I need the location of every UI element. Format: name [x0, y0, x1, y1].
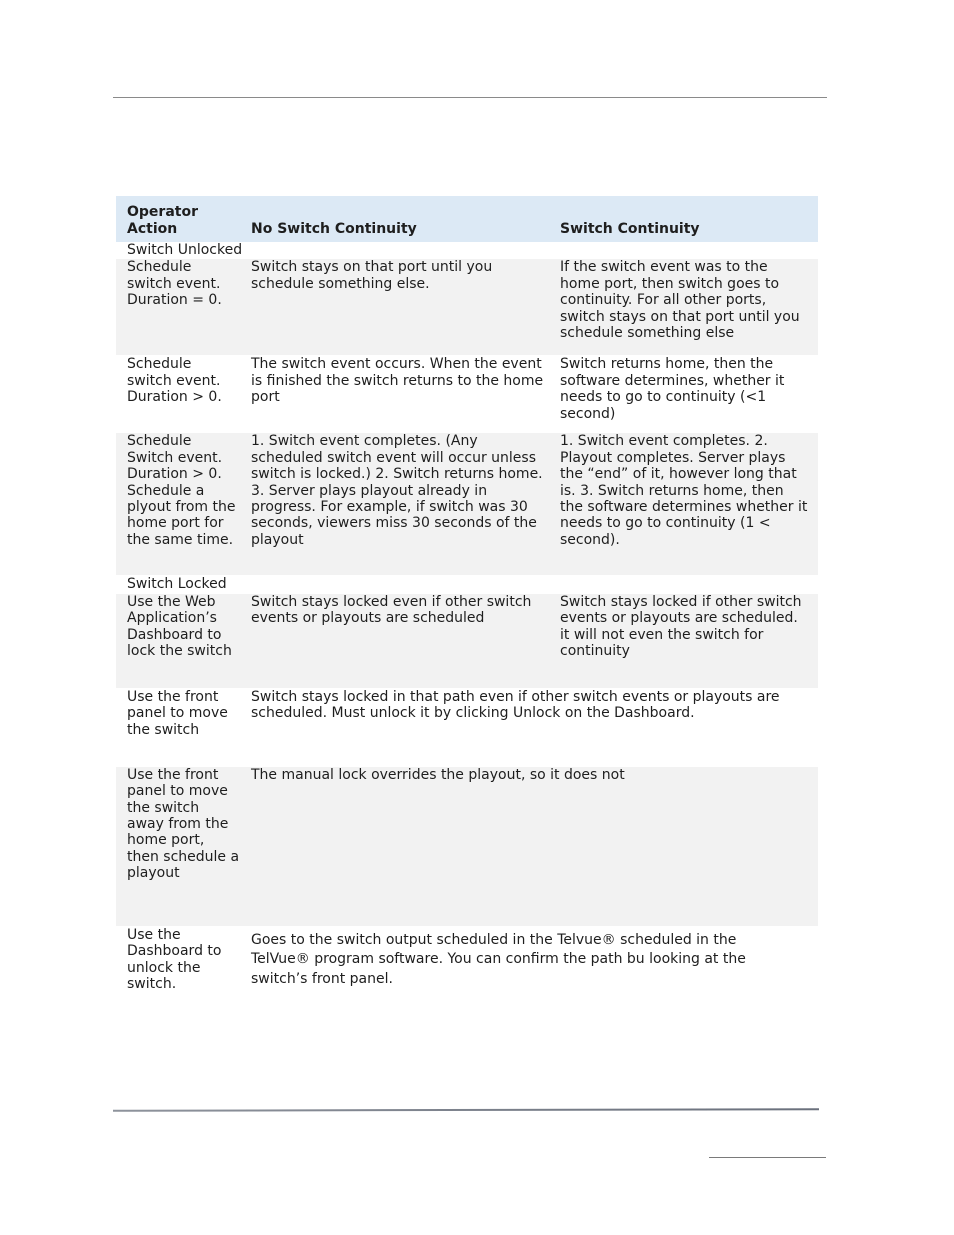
header-rule	[113, 97, 827, 98]
operator-action-cell: Schedule switch event. Duration > 0.	[127, 356, 222, 406]
merged-result-cell: Switch stays locked in that path even if other switch events or playouts are scheduled. Must unlock it by clicking Unlock on the Dashboard.	[251, 688, 780, 722]
table-row	[116, 259, 818, 356]
header-switch-continuity: Switch Continuity	[560, 220, 700, 237]
footer-rule	[113, 1108, 819, 1111]
no-continuity-cell: The switch event occurs. When the event is finished the switch returns to the home port	[251, 356, 544, 406]
table-row	[116, 926, 818, 1004]
continuity-cell: If the switch event was to the home port, then switch goes to continuity. For all other ports, switch stays on that port until you schedule something else	[560, 259, 800, 342]
table-row	[116, 766, 818, 926]
no-continuity-cell: Switch stays on that port until you schedule something else.	[251, 259, 493, 292]
page-number-rule	[709, 1157, 826, 1158]
no-continuity-cell: Switch stays locked even if other switch events or playouts are scheduled	[251, 593, 532, 627]
section-row	[116, 242, 818, 259]
operator-action-cell: Use the front panel to move the switch away from the home port, then schedule a playout	[127, 766, 240, 882]
header-no-switch-continuity: No Switch Continuity	[251, 220, 417, 237]
continuity-cell: 1. Switch event completes. 2. Playout completes. Server plays the “end” of it, however long that is. 3. Switch returns home, then the software determines whether it needs to go to continuity (1 < second).	[560, 433, 808, 548]
merged-result-cell: Goes to the switch output scheduled in the Telvue® scheduled in the TelVue® program software. You can confirm the path bu looking at the switch’s front panel.	[251, 931, 746, 987]
operator-action-cell: Use the front panel to move the switch	[127, 688, 228, 738]
table-header-row	[116, 196, 818, 242]
no-continuity-cell: 1. Switch event completes. (Any scheduled switch event will occur unless switch is locked.) 2. Switch returns home. 3. Server plays playout already in progress. For example, if switch was 30 seconds, viewers miss 30 seconds of the playout	[251, 433, 543, 548]
table-row	[116, 356, 818, 433]
section-label-unlocked: Switch Unlocked	[127, 242, 243, 258]
operator-action-cell: Schedule switch event. Duration = 0.	[127, 259, 222, 309]
continuity-cell: Switch returns home, then the software determines, whether it needs to go to continuity (<1 second)	[560, 356, 785, 422]
operator-action-cell: Use the Web Application’s Dashboard to lock the switch	[127, 593, 232, 660]
operator-action-cell: Use the Dashboard to unlock the switch.	[127, 926, 222, 993]
section-row	[116, 576, 818, 593]
table-row	[116, 433, 818, 576]
table-row	[116, 688, 818, 766]
table-row	[116, 593, 818, 688]
operator-actions-table	[116, 196, 818, 1005]
operator-action-cell: Schedule Switch event. Duration > 0. Schedule a plyout from the home port for the same time.	[127, 433, 236, 548]
section-label-locked: Switch Locked	[127, 576, 227, 593]
header-operator-action: Operator Action	[127, 204, 198, 237]
merged-result-cell: The manual lock overrides the playout, so it does not	[251, 766, 625, 783]
continuity-cell: Switch stays locked if other switch events or playouts are scheduled. it will not even the switch for continuity	[560, 593, 802, 660]
